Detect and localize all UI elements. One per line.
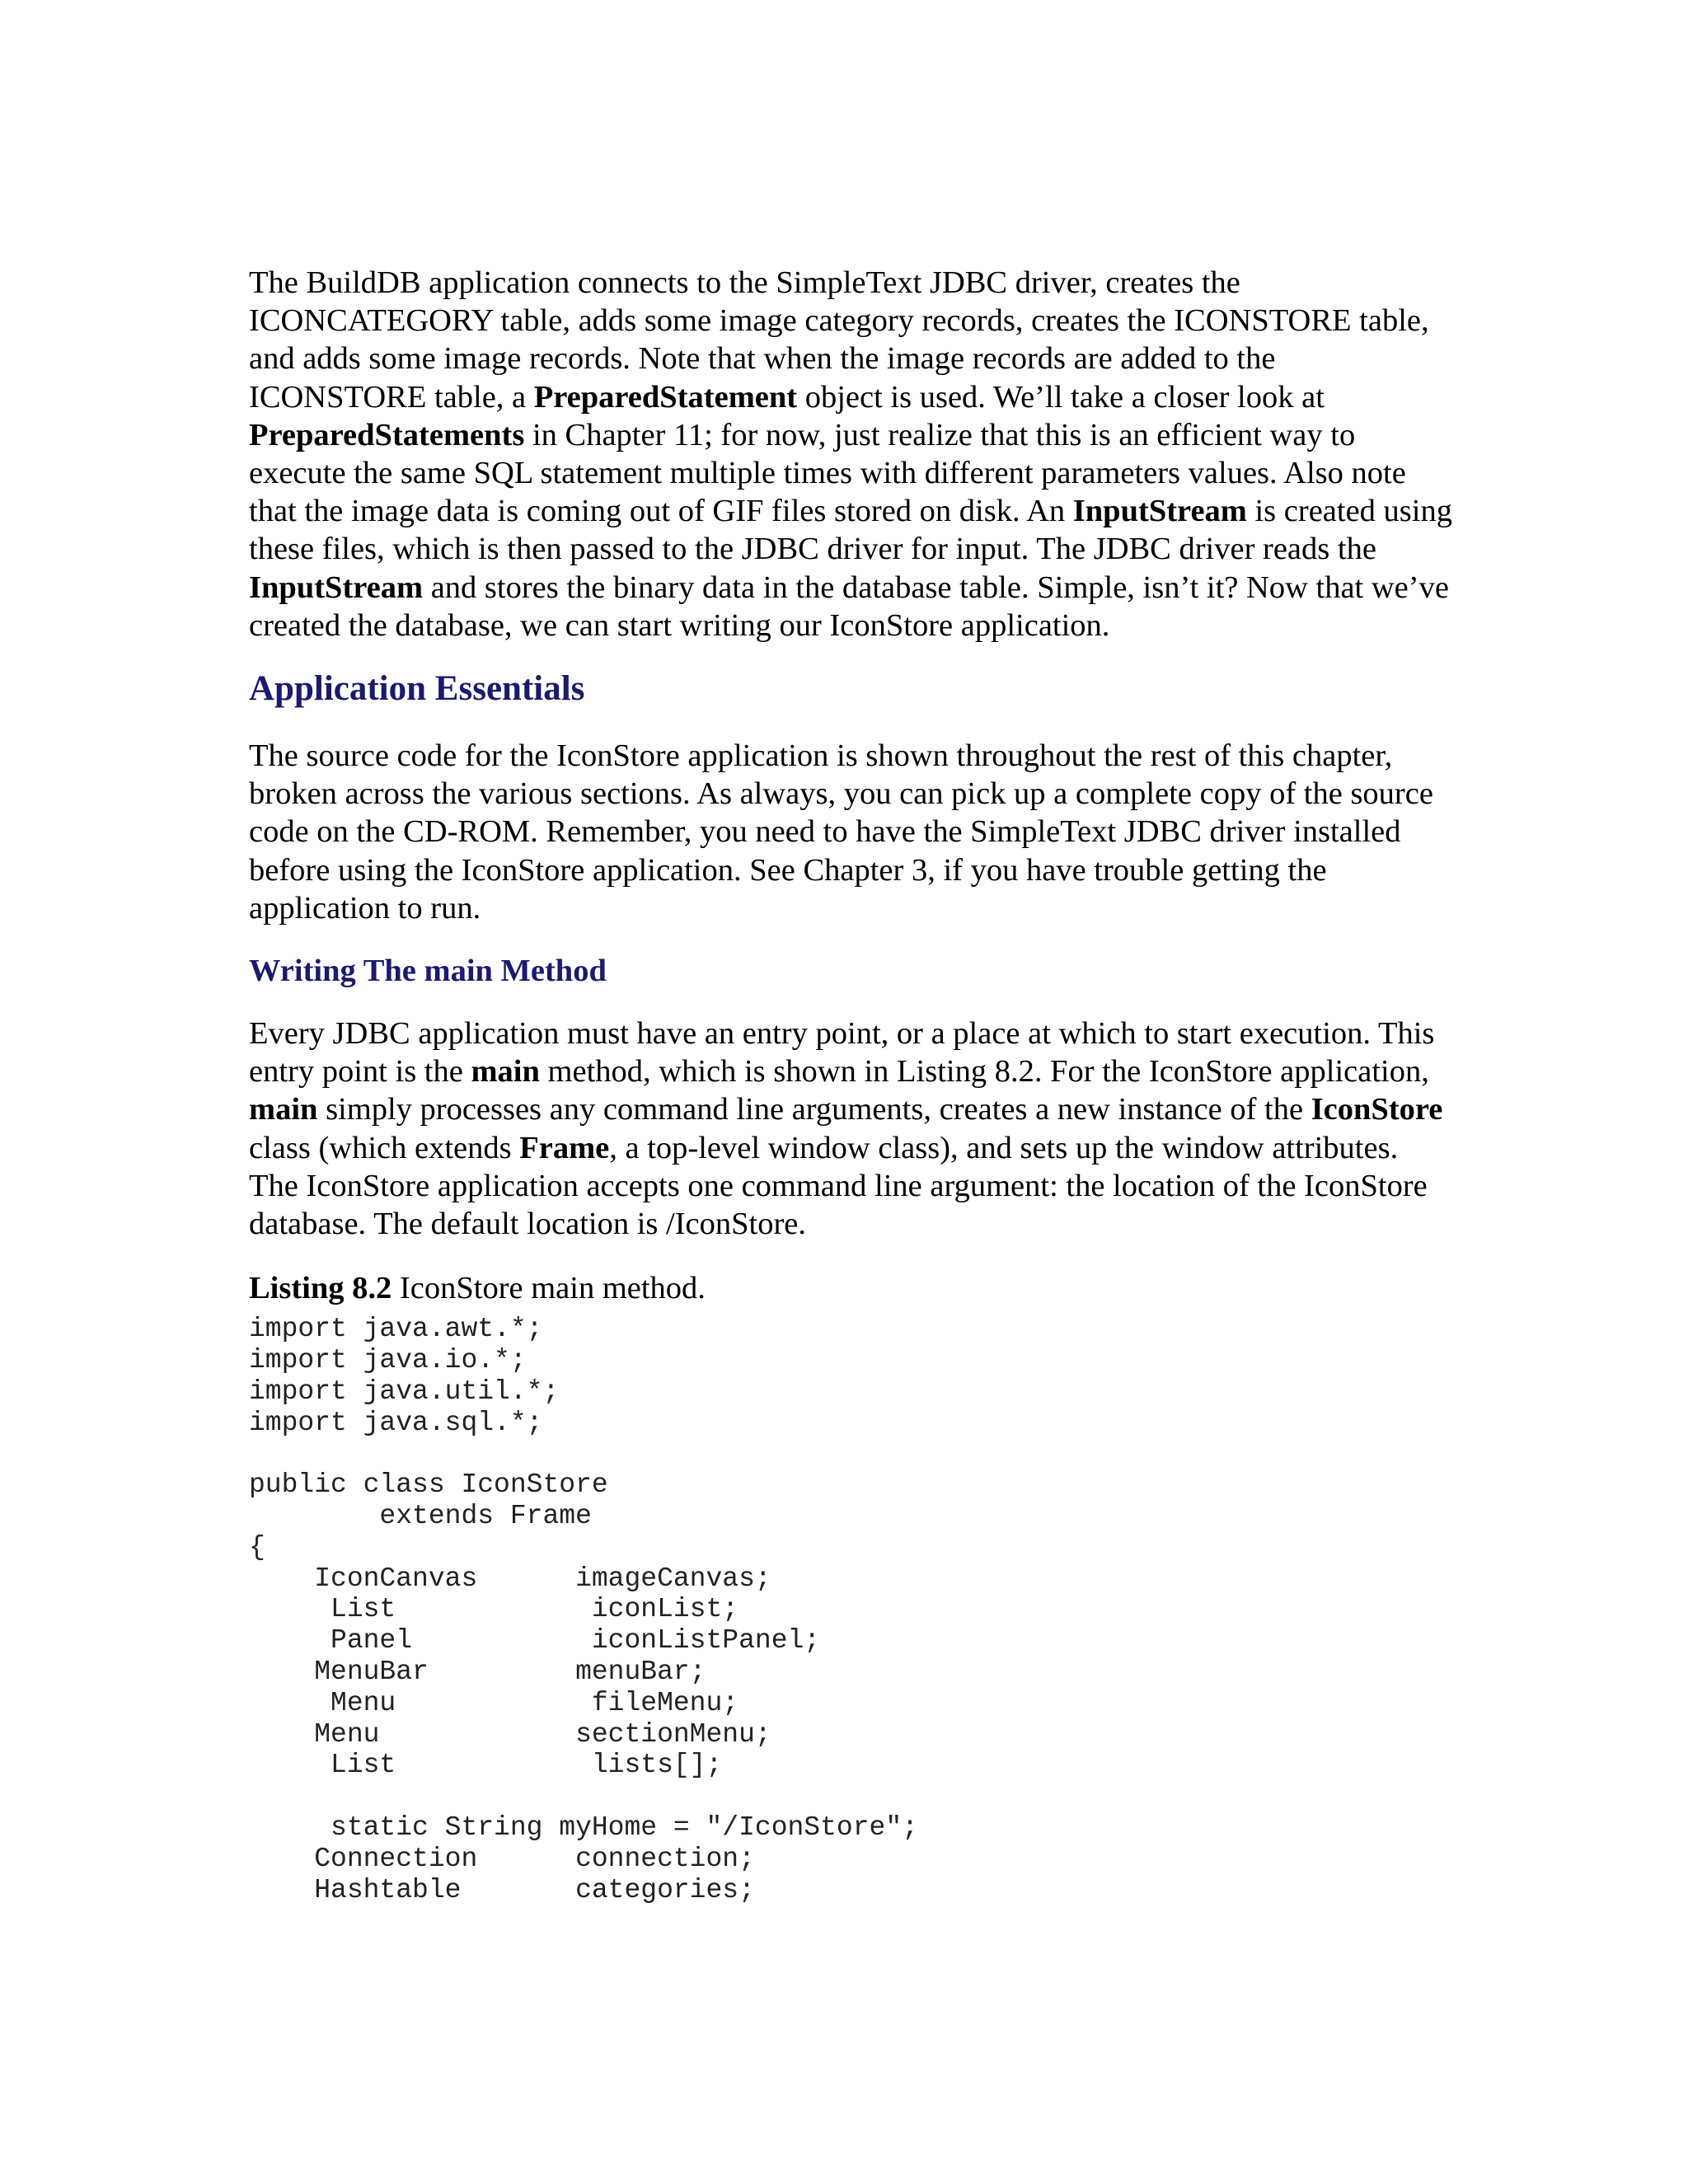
code-line: import java.awt.*; [249,1314,543,1345]
text-run: class (which extends [249,1130,520,1165]
paragraph-main-method [249,1015,1452,1243]
text-run: , a top-level window class), and sets up the window attributes. The IconStore application accepts one command line argument: the location of the IconStore database. The default location is /IconStore. [249,1130,1428,1242]
code-line [249,1438,1452,1469]
code-line: static String myHome = "/IconStore"; [249,1812,918,1844]
text-run: Every JDBC application must have an entry point, or a place at which to start execution. This entry point is the [249,1016,1435,1090]
text-run: simply processes any command line arguments, creates a new instance of the [317,1092,1311,1127]
code-line: public class IconStore [249,1469,608,1501]
code-line [249,1781,1452,1812]
bold-term: main [249,1092,318,1127]
listing-caption [249,1269,1452,1307]
paragraph-intro [249,264,1452,644]
text-run: method, which is shown in Listing 8.2. For the IconStore application, [539,1054,1429,1090]
code-line: import java.util.*; [249,1376,560,1407]
bold-term: IconStore [1311,1092,1443,1127]
code-line: import java.sql.*; [249,1407,543,1438]
code-line: Menu fileMenu; [249,1687,739,1718]
code-line: Menu sectionMenu; [249,1718,771,1750]
text-run: The BuildDB application connects to the SimpleText JDBC driver, creates the ICONCATEGORY table, adds some image category records, creates the ICONSTORE table, and adds some image records. Note that when the image records are added to the ICONSTORE table, a [249,265,1429,415]
code-line: List iconList; [249,1594,739,1625]
code-line: { [249,1531,265,1563]
code-line: import java.io.*; [249,1345,527,1376]
code-line: MenuBar menuBar; [249,1657,706,1688]
bold-term: PreparedStatements [249,417,525,452]
listing-label: Listing 8.2 [249,1271,392,1306]
code-listing [249,1314,1452,1905]
code-line: Connection connection; [249,1843,755,1874]
listing-title: IconStore main method. [392,1271,706,1306]
bold-term: Frame [519,1130,610,1165]
code-line: extends Frame [249,1501,592,1532]
paragraph-essentials [249,737,1452,927]
bold-term: main [471,1054,540,1090]
text-run: in Chapter 11; for now, just realize that this is an efficient way to execute the same SQL statement multiple times with different parameters values. Also note that the image data is coming out of GIF files stored on disk. An [249,417,1406,529]
code-line: IconCanvas imageCanvas; [249,1563,771,1594]
bold-term: InputStream [249,569,424,605]
bold-term: PreparedStatement [533,379,798,415]
text-run: is created using these files, which is then passed to the JDBC driver for input. The JDBC driver reads the [249,494,1452,567]
page-content [249,264,1452,1905]
text-run: object is used. We’ll take a closer look at [797,379,1325,415]
section-heading: Application Essentials [249,669,585,709]
text-run: and stores the binary data in the database table. Simple, isn’t it? Now that we’ve created the database, we can start writing our IconStore application. [249,569,1449,643]
code-line: Panel iconListPanel; [249,1625,821,1657]
code-line: List lists[]; [249,1750,723,1781]
bold-term: InputStream [1072,494,1247,529]
text-run: The source code for the IconStore application is shown throughout the rest of this chapter, broken across the various sections. As always, you can pick up a complete copy of the source code on the CD-ROM. Remember, you need to have the SimpleText JDBC driver installed before using the IconStore application. See Chapter 3, if you have trouble getting the application to run. [249,738,1433,926]
code-line: Hashtable categories; [249,1874,755,1905]
subsection-heading: Writing The main Method [249,954,607,989]
